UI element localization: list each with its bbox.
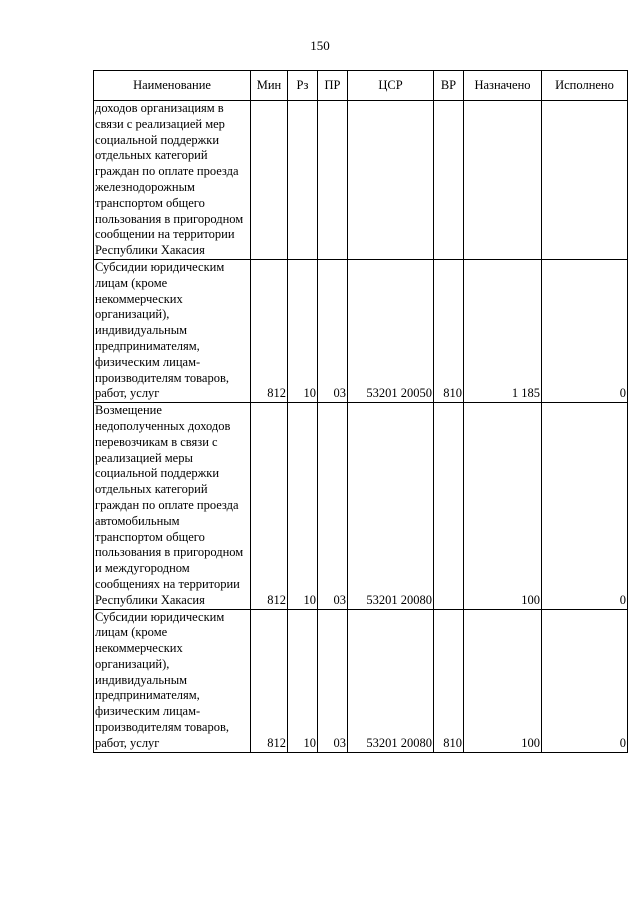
- cell-name: Субсидии юридическим лицам (кроме некоммерческих организаций), индивидуальным предпринимателям, физическим лицам-производителям товаров, работ, услуг: [94, 609, 251, 752]
- cell-pr: 03: [318, 259, 348, 402]
- cell-vr: [434, 403, 464, 609]
- cell-pr: [318, 101, 348, 260]
- table-row: [94, 259, 628, 402]
- table-row: [94, 403, 628, 609]
- cell-vr: 810: [434, 259, 464, 402]
- header-pr: ПР: [318, 71, 348, 101]
- header-vr: ВР: [434, 71, 464, 101]
- cell-csr: 53201 20080: [348, 403, 434, 609]
- page-number: 150: [310, 38, 330, 53]
- cell-min: 812: [251, 259, 288, 402]
- cell-executed: 0: [542, 403, 628, 609]
- cell-csr: [348, 101, 434, 260]
- cell-rz: 10: [288, 609, 318, 752]
- table-row: [94, 609, 628, 752]
- cell-csr: 53201 20050: [348, 259, 434, 402]
- header-row: [94, 71, 628, 101]
- cell-rz: 10: [288, 259, 318, 402]
- header-name: Наименование: [94, 71, 251, 101]
- cell-min: 812: [251, 403, 288, 609]
- cell-rz: 10: [288, 403, 318, 609]
- cell-vr: 810: [434, 609, 464, 752]
- cell-assigned: 1 185: [464, 259, 542, 402]
- cell-executed: 0: [542, 609, 628, 752]
- cell-executed: [542, 101, 628, 260]
- cell-rz: [288, 101, 318, 260]
- cell-name: Субсидии юридическим лицам (кроме некоммерческих организаций), индивидуальным предпринимателям, физическим лицам-производителям товаров, работ, услуг: [94, 259, 251, 402]
- cell-pr: 03: [318, 609, 348, 752]
- header-csr: ЦСР: [348, 71, 434, 101]
- budget-table: [93, 70, 628, 753]
- cell-assigned: 100: [464, 609, 542, 752]
- cell-pr: 03: [318, 403, 348, 609]
- cell-assigned: [464, 101, 542, 260]
- cell-min: 812: [251, 609, 288, 752]
- cell-name: Возмещение недополученных доходов перевозчикам в связи с реализацией меры социальной поддержки отдельных категорий граждан по оплате проезда автомобильным транспортом общего пользования в пригородном и междугородном сообщениях на территории Республики Хакасия: [94, 403, 251, 609]
- header-rz: Рз: [288, 71, 318, 101]
- cell-name: доходов организациям в связи с реализацией мер социальной поддержки отдельных категорий граждан по оплате проезда железнодорожным транспортом общего пользования в пригородном сообщении на территории Республики Хакасия: [94, 101, 251, 260]
- header-min: Мин: [251, 71, 288, 101]
- cell-assigned: 100: [464, 403, 542, 609]
- table-row: [94, 101, 628, 260]
- cell-executed: 0: [542, 259, 628, 402]
- cell-vr: [434, 101, 464, 260]
- cell-csr: 53201 20080: [348, 609, 434, 752]
- header-assigned: Назначено: [464, 71, 542, 101]
- header-executed: Исполнено: [542, 71, 628, 101]
- cell-min: [251, 101, 288, 260]
